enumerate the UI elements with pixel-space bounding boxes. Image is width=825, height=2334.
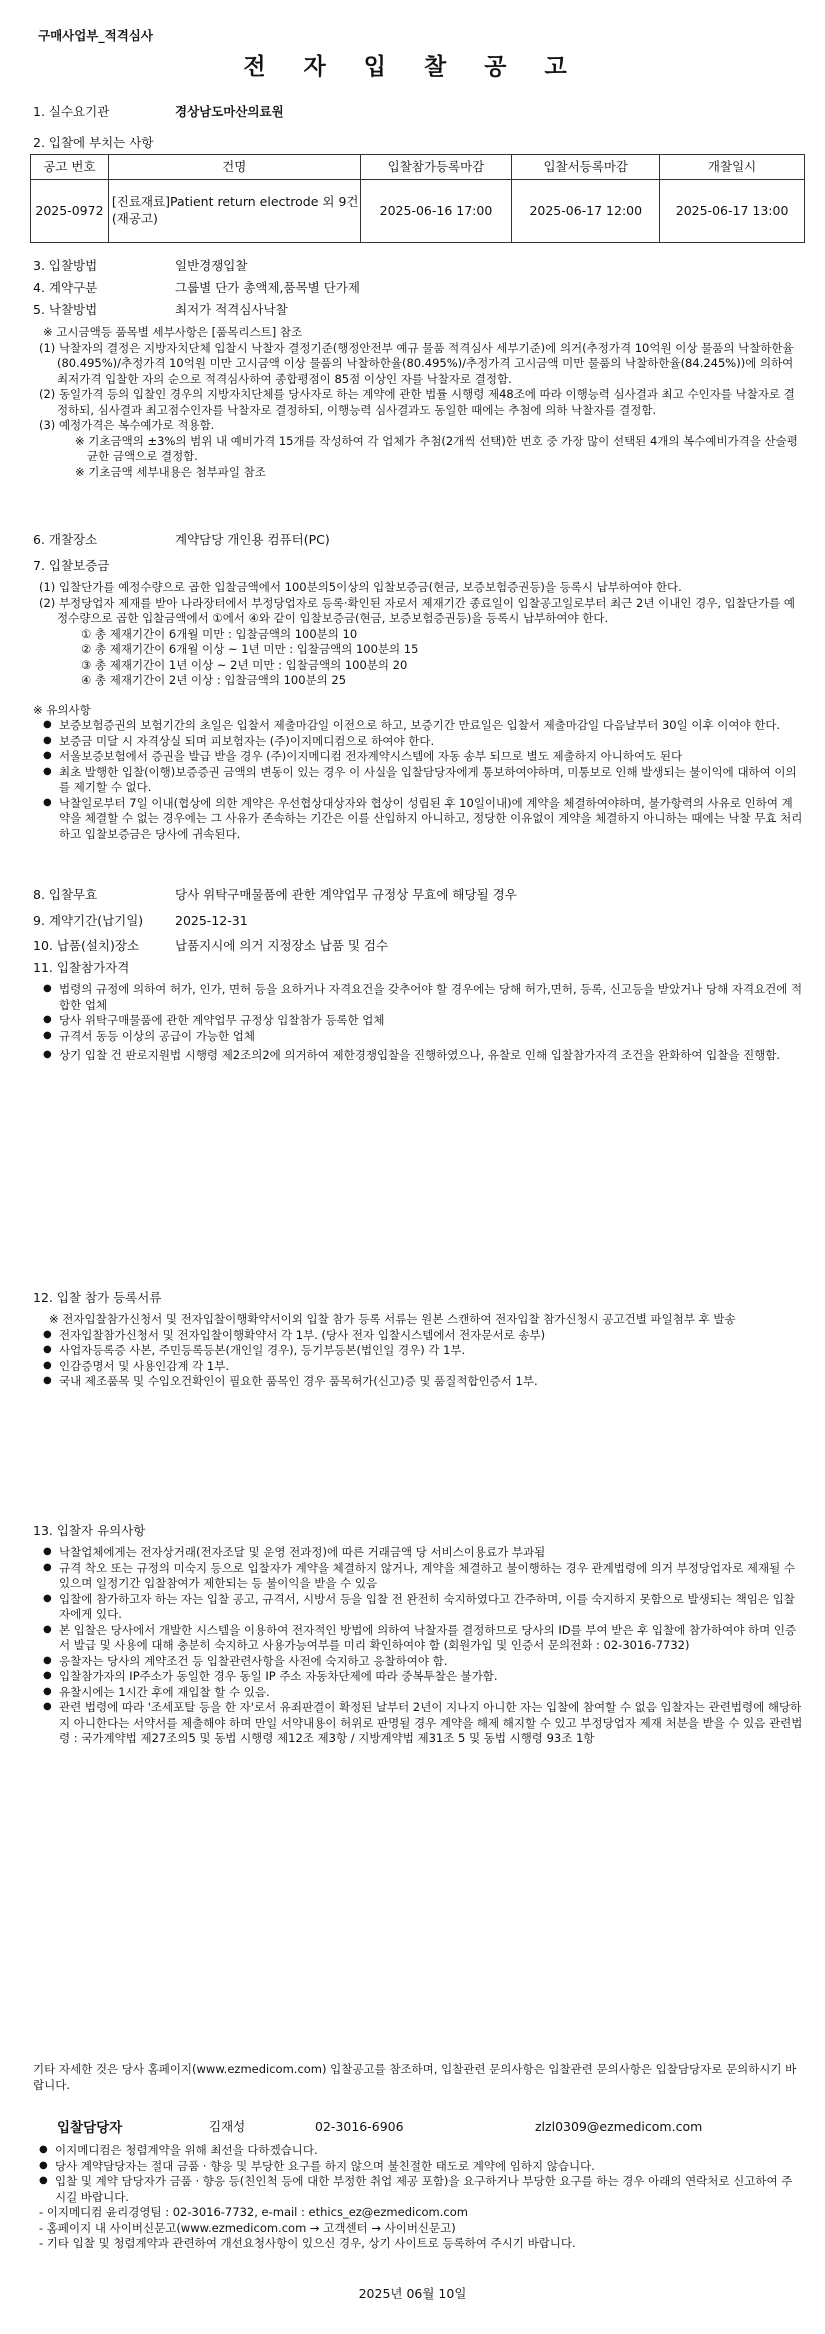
opening-time-cell: 2025-06-17 13:00: [660, 180, 805, 243]
list-item: ● 낙찰일로부터 7일 이내(협상에 의한 계약은 우선협상대상자와 협상이 성립된 후 10일이내)에 계약을 체결하여야하며, 불가항력의 사유로 인하여 계약을 체결할 수 없는 경우에는 그 사유가 존속하는 기간은 이를 산입하지 아니하고, 정당한 이유없이 계약을 체결하지 아니하는 때에는 낙찰 무효 처리하고 입찰보증금은 당사에 귀속된다.: [43, 796, 803, 843]
section-5-value: 최저가 적격심사낙찰: [175, 302, 288, 317]
list-item: ● 본 입찰은 당사에서 개발한 시스템을 이용하여 전자적인 방법에 의하여 낙찰자를 결정하므로 당사의 ID를 부여 받은 후 입찰에 참가하여야 하며 인증서 발급 및 사용에 대해 충분히 숙지하고 사용가능여부를 미리 확인하여야 함 (회원가입 및 인증서 문의전화 : 02-3016-7732): [43, 1623, 803, 1654]
section-9-label: 9. 계약기간(납기일): [33, 913, 144, 928]
section-1-agency: [33, 104, 284, 121]
penalty-item: ② 총 제재기간이 6개월 이상 ~ 1년 미만 : 입찰금액의 100분의 15: [81, 642, 419, 657]
section-11-label: 11. 입찰참가자격: [33, 960, 130, 975]
list-item: ● 유찰시에는 1시간 후에 재입찰 할 수 있음.: [43, 1685, 803, 1701]
item-name-cell: [진료재료]Patient return electrode 외 9건(재공고): [108, 180, 360, 243]
contact-role: 입찰담당자: [57, 2120, 123, 2136]
section-3-value: 일반경쟁입찰: [175, 258, 248, 273]
integrity-list: [29, 2143, 803, 2205]
list-item: ● 법령의 규정에 의하여 허가, 인가, 면허 등을 요하거나 자격요건을 갖추어야 할 경우에는 당해 허가,면허, 등록, 신고등을 받았거나 당해 자격요건에 적합한 업체: [43, 982, 803, 1013]
list-item: ● 입찰에 참가하고자 하는 자는 입찰 공고, 규격서, 시방서 등을 입찰 전 완전히 숙지하였다고 간주하며, 이를 숙지하지 못함으로 발생되는 책임은 입찰자에게 있다.: [43, 1592, 803, 1623]
detail-line: (1) 입찰단가를 예정수량으로 곱한 입찰금액에서 100분의5이상의 입찰보증금(현금, 보증보험증권등)을 등록시 납부하여야 한다.: [39, 580, 682, 594]
table-header-cell: 개찰일시: [660, 155, 805, 180]
list-item: ● 사업자등록증 사본, 주민등록등본(개인일 경우), 등기부등본(법인일 경우) 각 1부.: [43, 1343, 803, 1359]
section-7-details: [33, 580, 803, 842]
list-item: ● 보증보험증권의 보험기간의 초일은 입찰서 제출마감일 이전으로 하고, 보증기간 만료일은 입찰서 제출마감일 다음날부터 30일 이후 이여야 한다.: [43, 718, 803, 734]
section-3-label: 3. 입찰방법: [33, 258, 98, 273]
bid-items-table: [30, 154, 805, 243]
section-10-delivery: [33, 938, 388, 955]
section-4-contract-type: [33, 280, 360, 297]
detail-line: (2) 동일가격 등의 입찰인 경우의 지방자치단체를 당사자로 하는 계약에 관한 법률 시행령 제48조에 따라 이행능력 심사결과 최고 수인자를 낙찰자로 결정하되, 심사결과 최고점수인자를 낙찰자로 결정하되, 이행능력 심사결과도 동일한 때에는 추첨에 의하 낙찰자를 결정함.: [39, 387, 795, 417]
list-item: ● 서울보증보험에서 증권을 발급 받을 경우 (주)이지메디컴 전자계약시스템에 자동 송부 되므로 별도 제출하지 아니하여도 된다: [43, 749, 803, 765]
caution-list: [33, 718, 803, 842]
section-12-label: 12. 입찰 참가 등록서류: [33, 1290, 162, 1305]
list-item: ● 최초 발행한 입찰(이행)보증증권 금액의 변동이 있는 경우 이 사실을 입찰담당자에게 통보하여야하며, 미통보로 인해 발생되는 불이익에 대하여 이의를 제기할 수 없다.: [43, 765, 803, 796]
bidder-notice-list: [33, 1545, 803, 1747]
section-9-value: 2025-12-31: [175, 913, 248, 928]
section-13-label: 13. 입찰자 유의사항: [33, 1523, 146, 1538]
document-list: [33, 1328, 803, 1390]
registration-deadline-cell: 2025-06-16 17:00: [360, 180, 512, 243]
detail-note: ※ 전자입찰참가신청서 및 전자입찰이행확약서이외 입찰 참가 등록 서류는 원본 스캔하여 전자입찰 참가신청시 공고건별 파일첨부 후 발송: [49, 1312, 736, 1326]
integrity-notice: [33, 2143, 803, 2252]
penalty-item: ① 총 제재기간이 6개월 미만 : 입찰금액의 100분의 10: [81, 626, 358, 641]
table-header-cell: 건명: [108, 155, 360, 180]
section-5-details: [33, 325, 803, 480]
list-item: ● 국내 제조품목 및 수입오건확인이 필요한 품목인 경우 품목허가(신고)증 및 품질적합인증서 1부.: [43, 1374, 803, 1390]
list-item: ● 낙찰업체에게는 전자상거래(전자조달 및 운영 전과정)에 따른 거래금액 당 서비스이용료가 부과됨: [43, 1545, 803, 1561]
section-4-value: 그룹별 단가 총액제,품목별 단가제: [175, 280, 360, 295]
list-item: ● 응찰자는 당사의 계약조건 등 입찰관련사항을 사전에 숙지하고 응찰하여야 함.: [43, 1654, 803, 1670]
section-10-value: 납품지시에 의거 지정장소 납품 및 검수: [175, 938, 389, 953]
department-label: 구매사업부_적격심사: [38, 28, 153, 43]
section-12-details: [33, 1312, 803, 1390]
section-3-method: [33, 258, 247, 275]
list-item: ● 규격서 동등 이상의 공급이 가능한 업체: [43, 1029, 803, 1045]
list-item: ● 이지메디컴은 청렴계약을 위해 최선을 다하겠습니다.: [39, 2143, 803, 2159]
list-item: ● 당사 계약담당자는 절대 금품 · 향응 및 부당한 요구를 하지 않으며 불친절한 태도로 계약에 임하지 않습니다.: [39, 2159, 803, 2175]
bid-deadline-cell: 2025-06-17 12:00: [512, 180, 660, 243]
contact-phone: 02-3016-6906: [315, 2119, 404, 2134]
section-13-details: [33, 1545, 803, 1747]
report-contact-line: - 이지메디컴 윤리경영팀 : 02-3016-7732, e-mail : ethics_ez@ezmedicom.com: [39, 2205, 468, 2220]
section-1-value: 경상남도마산의료원: [175, 104, 284, 119]
section-6-value: 계약담당 개인용 컴퓨터(PC): [175, 532, 330, 547]
penalty-item: ④ 총 제재기간이 2년 이상 : 입찰금액의 100분의 25: [81, 673, 347, 688]
report-contact-line: - 기타 입찰 및 청렴계약과 관련하여 개선요청사항이 있으신 경우, 상기 사이트로 등록하여 주시기 바랍니다.: [39, 2236, 576, 2251]
list-item: ● 입찰참가자의 IP주소가 동일한 경우 동일 IP 주소 자동차단제에 따라 중복투찰은 불가함.: [43, 1669, 803, 1685]
qualification-list: [33, 982, 803, 1064]
section-2-label: 2. 입찰에 부치는 사항: [33, 135, 154, 150]
section-6-label: 6. 개찰장소: [33, 532, 98, 547]
detail-note: ※ 기초금액의 ±3%의 범위 내 예비가격 15개를 작성하여 각 업체가 추첨(2개씩 선택)한 번호 중 가장 많이 선택된 4개의 복수예비가격을 산술평균한 금액으로 결정함.: [75, 433, 798, 464]
detail-line: (1) 낙찰자의 결정은 지방자치단체 입찰시 낙찰자 결정기준(행정안전부 예규 물품 적격심사 세부기준)에 의거(추정가격 10억원 이상 물품의 낙찰하한율(80.495%)/추정가격 10억원 미만 고시금액 이상 물품의 낙찰하한율(80.495%)/추정가격 고시금액 미만 물품의 낙찰하한율(84.245%))에 의하여 최저가격 입찰한 자의 순으로 적격심사하여 종합평점이 85점 이상인 자를 낙찰자로 결정함.: [39, 340, 794, 386]
list-item: ● 관련 법령에 따라 '조세포탈 등을 한 자'로서 유죄판결이 확정된 날부터 2년이 지나지 아니한 자는 입찰에 참여할 수 없음 입찰자는 관련법령에 해당하지 아니한다는 서약서를 제출해야 하며 만일 서약내용이 허위로 판명될 경우 계약을 해제 해지할 수 있고 부정당업자 제재 처분을 받을 수 있음 관련법령 : 국가계약법 제27조의5 및 동법 시행령 제12조 제3항 / 지방계약법 제31조 5 및 동법 시행령 93조 1항: [43, 1700, 803, 1747]
list-item: ● 상기 입찰 건 판로지원법 시행령 제2조의2에 의거하여 제한경쟁입찰을 진행하였으나, 유찰로 인해 입찰참가자격 조건을 완화하여 입찰을 진행함.: [43, 1048, 803, 1064]
table-header-row: [31, 155, 805, 180]
section-8-value: 당사 위탁구매물품에 관한 계약업무 규정상 무효에 해당될 경우: [175, 887, 517, 902]
section-11-details: [33, 982, 803, 1064]
table-header-cell: 입찰서등록마감: [512, 155, 660, 180]
section-8-invalid: [33, 887, 517, 904]
detail-note: ※ 기초금액 세부내용은 첨부파일 참조: [75, 464, 266, 479]
list-item: ● 당사 위탁구매물품에 관한 계약업무 규정상 입찰참가 등록한 업체: [43, 1013, 803, 1029]
section-8-label: 8. 입찰무효: [33, 887, 98, 902]
list-item: ● 규격 착오 또는 규정의 미숙지 등으로 입찰자가 계약을 체결하지 않거나, 계약을 체결하고 불이행하는 경우 관계법령에 의거 부정당업자로 제재될 수 있으며 일정기간 입찰참여가 제한되는 등 불이익을 받을 수 있음: [43, 1561, 803, 1592]
notice-date: 2025년 06월 10일: [358, 2286, 467, 2301]
section-5-label: 5. 낙찰방법: [33, 302, 98, 317]
penalty-item: ③ 총 제재기간이 1년 이상 ~ 2년 미만 : 입찰금액의 100분의 20: [81, 657, 408, 672]
list-item: ● 인감증명서 및 사용인감계 각 1부.: [43, 1359, 803, 1375]
table-header-cell: 공고 번호: [31, 155, 109, 180]
contact-row: [57, 2119, 702, 2137]
detail-line: (3) 예정가격은 복수예가로 적용함.: [39, 418, 215, 433]
caution-title: ※ 유의사항: [33, 702, 91, 717]
report-contact-line: - 홈페이지 내 사이버신문고(www.ezmedicom.com → 고객센터 → 사이버신문고): [39, 2220, 456, 2235]
list-item: ● 입찰 및 계약 담당자가 금품 · 향응 등(친인척 등에 대한 부정한 취업 제공 포함)을 요구하거나 부당한 요구를 하는 경우 아래의 연락처로 신고하여 주시길 바랍니다.: [39, 2174, 803, 2205]
detail-line: (2) 부정당업자 제재를 받아 나라장터에서 부정당업자로 등록·확인된 자로서 제재기간 종료일이 입찰공고일로부터 최근 2년 이내인 경우, 입찰단가를 예정수량으로 곱한 입찰금액에서 ①에서 ④와 같이 입찰보증금(현금, 보증보험증권등)을 등록시 납부하여야 한다.: [39, 595, 795, 626]
detail-line: ※ 고시금액등 품목별 세부사항은 [품목리스트] 참조: [43, 325, 303, 339]
section-9-period: [33, 913, 248, 930]
notice-number-cell: 2025-0972: [31, 180, 109, 243]
section-10-label: 10. 납품(설치)장소: [33, 938, 140, 953]
section-1-label: 1. 실수요기관: [33, 104, 110, 119]
section-6-opening-place: [33, 532, 330, 549]
contact-email: zlzl0309@ezmedicom.com: [535, 2119, 703, 2134]
table-row: [31, 180, 805, 243]
table-header-cell: 입찰참가등록마감: [360, 155, 512, 180]
list-item: ● 보증금 미달 시 자격상실 되며 피보험자는 (주)이지메디컴으로 하여야 한다.: [43, 734, 803, 750]
document-title: 전 자 입 찰 공 고: [243, 54, 582, 80]
footer-info: 기타 자세한 것은 당사 홈페이지(www.ezmedicom.com) 입찰공고를 참조하며, 입찰관련 문의사항은 입찰관련 문의사항은 입찰담당자로 문의하시기 바랍니다.: [33, 2062, 797, 2092]
section-5-award-method: [33, 302, 288, 319]
section-7-label: 7. 입찰보증금: [33, 558, 110, 573]
section-4-label: 4. 계약구분: [33, 280, 98, 295]
list-item: ● 전자입찰참가신청서 및 전자입찰이행확약서 각 1부. (당사 전자 입찰시스템에서 전자문서로 송부): [43, 1328, 803, 1344]
contact-name: 김재성: [209, 2119, 246, 2134]
